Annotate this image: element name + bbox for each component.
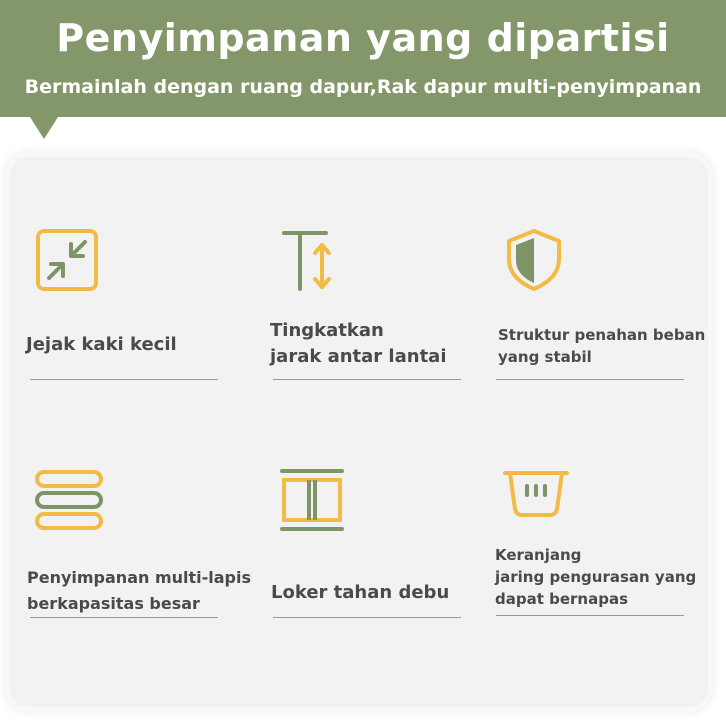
page-title: Penyimpanan yang dipartisi [56,16,670,60]
basket-icon [503,469,569,519]
stacked-layers-icon [34,469,106,531]
feature-label: Loker tahan debu [271,582,450,603]
feature-divider [496,615,684,616]
shield-icon [504,227,564,293]
feature-divider [273,379,461,380]
feature-divider [30,379,218,380]
feature-divider [273,617,461,618]
page-subtitle: Bermainlah dengan ruang dapur,Rak dapur multi-penyimpanan [24,76,702,98]
feature-label: Keranjang jaring pengurasan yang dapat bernapas [495,546,697,608]
header-banner [0,0,726,117]
cabinet-icon [280,468,346,532]
feature-divider [496,379,684,380]
feature-label: Tingkatkan jarak antar lantai [270,320,447,367]
features-panel [10,157,708,707]
feature-label: Struktur penahan beban yang stabil [498,326,706,366]
banner-pointer [30,117,58,139]
height-adjust-icon [282,227,338,293]
feature-divider [30,617,218,618]
feature-label: Jejak kaki kecil [26,334,177,355]
feature-label: Penyimpanan multi-lapis berkapasitas besar [27,568,252,613]
compress-arrows-icon [35,228,101,294]
